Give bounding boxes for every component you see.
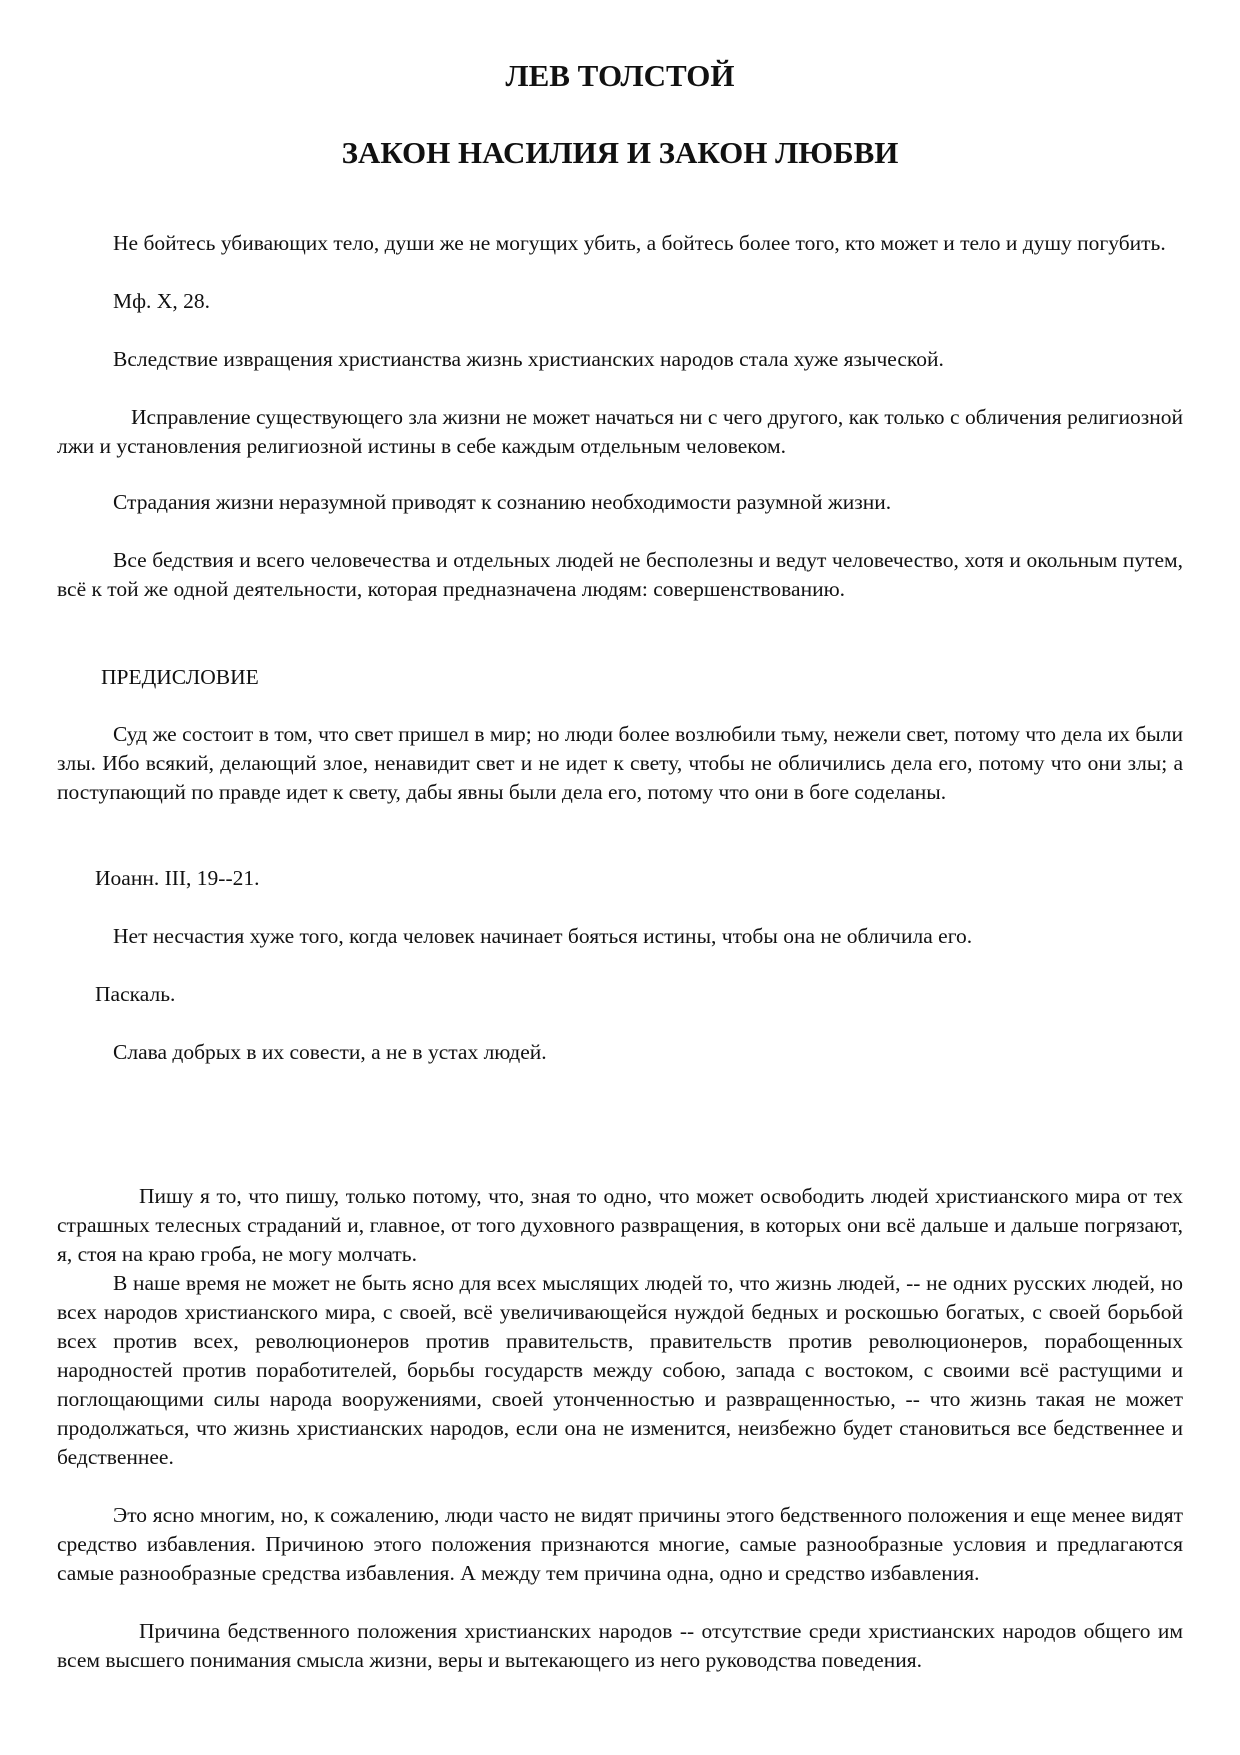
epigraph-line-5: Все бедствия и всего человечества и отдельных людей не бесполезны и ведут человечество, хотя и окольным путем, всё к той же одной деятельности, которая предназначена людям: совершенствованию. [57,548,1183,601]
work-title: ЗАКОН НАСИЛИЯ И ЗАКОН ЛЮБВИ [341,135,899,170]
preface-quote-glory: Слава добрых в их совести, а не в устах людей. [113,1040,547,1064]
epigraph-line-4: Страдания жизни неразумной приводят к сознанию необходимости разумной жизни. [113,490,892,514]
body-paragraph-1: Пишу я то, что пишу, только потому, что, зная то одно, что может освободить людей христианского мира от тех страшных телесных страданий и, главное, от того духовного развращения, в которых они всё дальше и дальше погрязают, я, стоя на краю гроба, не могу молчать. [57,1184,1183,1266]
preface-quote-pascal: Нет несчастия хуже того, когда человек начинает бояться истины, чтобы она не обличила его. [113,924,973,948]
author-heading: ЛЕВ ТОЛСТОЙ [505,58,735,93]
epigraph-line-2: Вследствие извращения христианства жизнь христианских народов стала хуже языческой. [113,347,944,371]
body-paragraph-3: Это ясно многим, но, к сожалению, люди часто не видят причины этого бедственного положения и еще менее видят средство избавления. Причиною этого положения признаются многие, самые разнообразные условия и предлагаются самые разнообразные средства избавления. А между тем причина одна, одно и средство избавления. [57,1503,1183,1585]
body-paragraph-2: В наше время не может не быть ясно для всех мыслящих людей то, что жизнь людей, -- не одних русских людей, но всех народов христианского мира, с своей, всё увеличивающейся нуждой бедных и роскошью богатых, с своей борьбой всех против всех, революционеров против правительств, правительств против революционеров, порабощенных народностей против поработителей, борьбы государств между собою, запада с востоком, с своими всё растущими и поглощающими силы народа вооружениями, своей утонченностью и развращенностью, -- что жизнь такая не может продолжаться, что жизнь христианских народов, если она не изменится, неизбежно будет становиться все бедственнее и бедственнее. [57,1271,1183,1469]
epigraph-line-3: Исправление существующего зла жизни не может начаться ни с чего другого, как только с обличения религиозной лжи и установления религиозной истины в себе каждым отдельным человеком. [57,405,1183,458]
preface-quote-pascal-source: Паскаль. [95,982,176,1006]
preface-heading: ПРЕДИСЛОВИЕ [101,665,259,689]
epigraph-matthew: Не бойтесь убивающих тело, души же не могущих убить, а бойтесь более того, кто может и тело и душу погубить. [113,231,1166,255]
preface-quote-john-source: Иоанн. III, 19--21. [95,866,260,890]
preface-quote-john: Суд же состоит в том, что свет пришел в мир; но люди более возлюбили тьму, нежели свет, потому что дела их были злы. Ибо всякий, делающий злое, ненавидит свет и не идет к свету, чтобы не обличились дела его, потому что они злы; а поступающий по правде идет к свету, дабы явны были дела его, потому что они в боге соделаны. [57,722,1183,804]
epigraph-matthew-source: Мф. X, 28. [113,289,210,313]
body-paragraph-4: Причина бедственного положения христианских народов -- отсутствие среди христианских народов общего им всем высшего понимания смысла жизни, веры и вытекающего из него руководства поведения. [57,1619,1183,1672]
